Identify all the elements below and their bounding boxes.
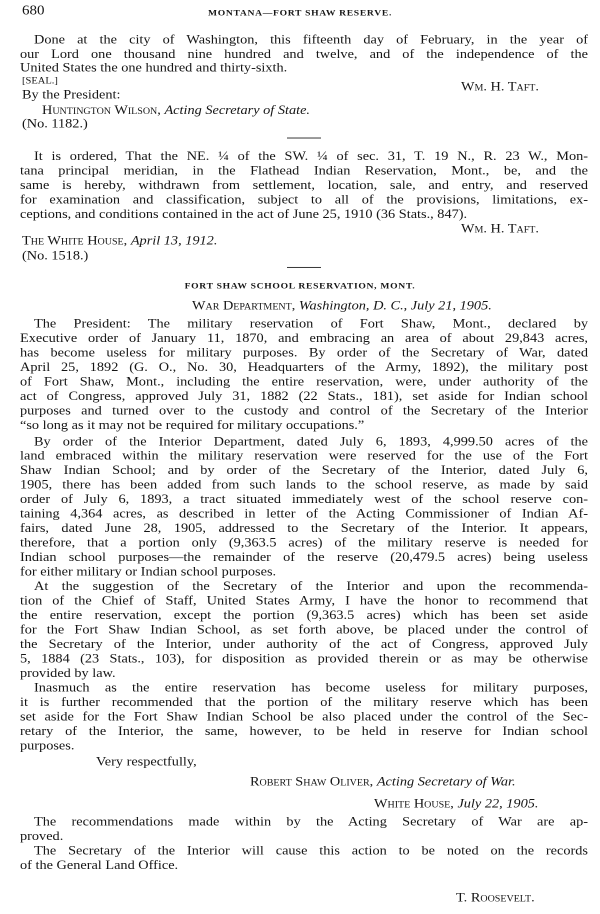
letter-dept: War Department, [192,298,296,314]
countersignature [42,103,310,117]
paragraph-line: land embraced within the military reservation were reserved for the use of the Fort [20,448,588,464]
president-signature: Wm. H. Taft. [461,79,539,95]
by-president-label: By the President: [22,87,121,103]
paragraph-line: retary of the Interior, the same, however, to be held in reserve for Indian school [20,724,588,739]
paragraph-line: 1905, there has been added from such lands to the school reserve, as made by said [20,477,588,493]
paragraph-line: the entire reservation, except the portion (9,363.5 acres) which has been set aside [20,608,588,623]
paragraph-line: Executive order of January 11, 1870, and embracing an area of about 29,843 acres, [20,331,588,346]
paragraph-line: The President: The military reservation of Fort Shaw, Mont., declared by [34,316,588,332]
paragraph-line: for the Fort Shaw Indian School, as set forth above, be placed under the control of [20,622,588,638]
approval-line [20,829,63,843]
paragraph-line: for either military or Indian school purposes. [20,564,277,580]
paragraph-line: Indian school purposes—the remainder of the reserve (20,479.5 acres) being useless [20,550,588,565]
paragraph-line: taining 4,364 acres, as described in letter of the Acting Commissioner of Indian Af- [20,506,588,522]
approval-text: proved. [20,828,64,844]
paragraph-line: of Fort Shaw, Mont., including the entire reservation, were, under authority of the [20,374,588,390]
approval-line [34,843,588,857]
war-signer-name: Robert Shaw Oliver, [250,774,374,790]
paragraph-line: the Secretary of the Interior, under authority of the act of Congress, approved July [20,637,588,652]
president-final-signature [456,891,535,905]
section-divider [287,267,321,268]
proclamation-line: our Lord one thousand nine hundred and twelve, and of the independence of the [20,47,588,62]
proclamation-line: Done at the city of Washington, this fifteenth day of February, in the year of [34,32,588,48]
paragraph-line: “so long as it may not be required for military occupations.” [20,418,365,433]
letter-place-date: Washington, D. C., July 21, 1905. [298,298,492,314]
paragraph-line: has become useless for military purposes. By order of the Secretary of War, dated [20,345,588,361]
approval-text: of the General Land Office. [20,857,179,873]
running-title: MONTANA—FORT SHAW RESERVE. [207,8,393,19]
paragraph-line: 5, 1884 (23 Stats., 103), for disposition as provided therein or as may be otherwise [20,651,588,667]
order-line: same is hereby, withdrawn from settlement, location, sale, and entry, and reserved [20,178,588,193]
order-line: tana principal meridian, in the Flathead Indian Reservation, Mont., be, and the [20,163,588,179]
paragraph-line: therefore, that a portion only (9,363.5 acres) of the military reserve is needed for [20,535,588,551]
approval-text: The recommendations made within by the Acting Secretary of War are ap- [34,814,588,829]
paragraph-line: act of Congress, approved July 31, 1882 (22 Stats., 181), set aside for Indian school [20,389,588,404]
approval-date: July 22, 1905. [457,796,539,811]
paragraph-line: By order of the Interior Department, dated July 6, 1893, 4,999.50 acres of the [34,434,588,449]
countersign-name: Huntington Wilson, [42,103,161,118]
war-signer-title: Acting Secretary of War. [376,774,516,790]
order-line: ceptions, and conditions contained in the act of June 25, 1910 (36 Stats., 847). [20,207,468,222]
paragraph-line: it is further recommended that the portion of the military reserve which has been [20,695,588,710]
page-number: 680 [22,3,45,19]
letter-dateline [192,299,492,313]
order-signature: Wm. H. Taft. [461,221,539,237]
order-date: April 13, 1912. [130,233,218,248]
paragraph-line: fairs, dated June 28, 1905, addressed to the Secretary of the Interior. It appears, [20,521,588,536]
paragraph-line: Shaw Indian School; and by order of the Secretary of the Interior, dated July 6, [20,463,588,478]
section-title: FORT SHAW SCHOOL RESERVATION, MONT. [184,281,416,292]
approval-text: The Secretary of the Interior will cause this action to be noted on the records [34,843,588,858]
paragraph-line: At the suggestion of the Secretary of the Interior and upon the recommenda- [34,579,588,594]
order-dateline [22,233,217,247]
paragraph-line: tion of the Chief of Staff, United States Army, I have the honor to recommend that [20,593,588,609]
paragraph-line: Inasmuch as the entire reservation has become useless for military purposes, [34,680,588,696]
paragraph-line: set aside for the Fort Shaw Indian School be also placed under the control of the Sec- [20,709,588,724]
paragraph-line: April 25, 1892 (G. O., No. 30, Headquarters of the Army, 1892), the military post [20,360,588,375]
order-line: for examination and classification, subject to all of the provisions, limitations, ex- [20,192,588,208]
order-place: The White House, [22,233,128,248]
closing-text: Very respectfully, [96,754,197,770]
approval-line [20,858,178,872]
paragraph-line: order of July 6, 1893, a tract situated immediately west of the school reserve con- [20,492,588,507]
seal-mark: [SEAL.] [22,76,58,86]
proclamation-line: United States the one hundred and thirty-sixth. [20,60,288,76]
order-line: It is ordered, That the NE. ¼ of the SW. ¼ of sec. 31, T. 19 N., R. 23 W., Mon- [34,149,588,164]
final-signer: T. Roosevelt. [456,890,535,905]
section-divider [287,138,321,139]
document-number: (No. 1182.) [22,116,88,132]
approval-place: White House, [374,796,454,811]
order-number: (No. 1518.) [22,248,89,264]
paragraph-line: purposes and turned over to the custody and control of the Secretary of the Interior [20,403,588,419]
paragraph-line: provided by law. [20,666,116,681]
paragraph-line: purposes. [20,738,75,753]
countersign-title: Acting Secretary of State. [164,103,311,118]
